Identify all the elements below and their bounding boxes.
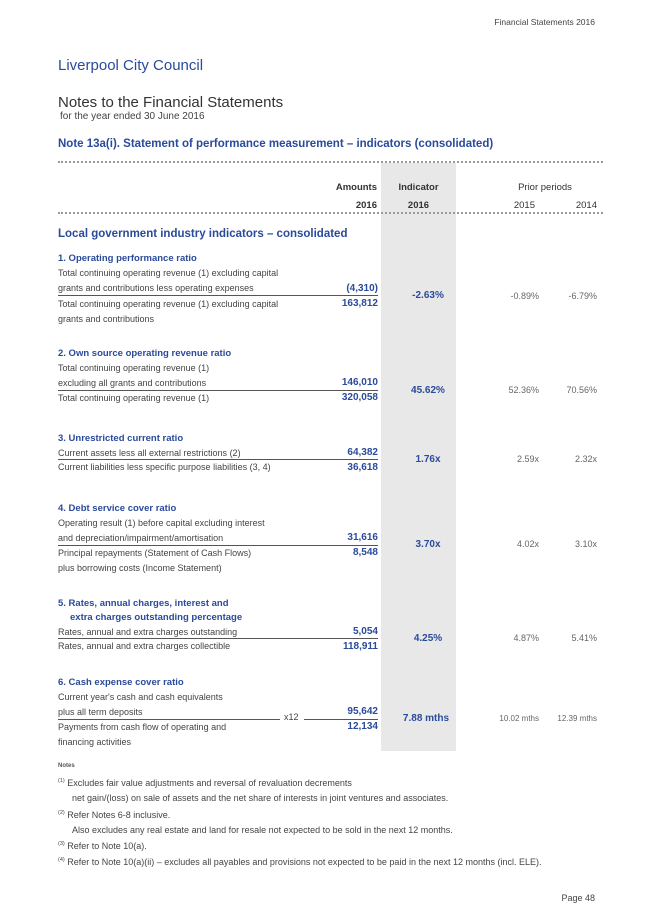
indicator-5-denominator-line-1: Rates, annual and extra charges collectible <box>58 641 231 651</box>
indicator-1-title: 1. Operating performance ratio <box>58 253 197 264</box>
indicator-5-numerator-line-1: Rates, annual and extra charges outstanding <box>58 627 238 637</box>
col-prior-header: Prior periods <box>518 182 572 193</box>
footnote-4-line-1: Refer to Note 10(a)(ii) – excludes all payables and provisions not expected to be paid in the next 12 months (incl. ELE). <box>67 857 542 867</box>
indicator-6-numerator-amount: 95,642 <box>347 706 378 717</box>
footnote-2-line-1: Refer Notes 6-8 inclusive. <box>67 810 171 820</box>
footnote-1-line-1: Excludes fair value adjustments and reversal of revaluation decrements <box>67 778 352 788</box>
indicator-4-title: 4. Debt service cover ratio <box>58 503 177 514</box>
section-heading: Local government industry indicators – consolidated <box>58 228 348 240</box>
indicator-4-fraction-rule <box>58 545 378 546</box>
indicator-6-numerator-line-1: Current year's cash and cash equivalents <box>58 692 223 702</box>
indicator-6-denominator-line-2: financing activities <box>58 737 132 747</box>
indicator-6-fraction-rule-right <box>304 719 378 720</box>
indicator-1-denominator-line-2: grants and contributions <box>58 314 155 324</box>
indicator-4-prior-2014: 3.10x <box>574 539 597 549</box>
indicator-6-prior-2015: 10.02 mths <box>499 714 539 723</box>
indicator-4-numerator-line-2: and depreciation/impairment/amortisation <box>58 533 224 543</box>
col-indicator-year: 2016 <box>407 200 430 211</box>
indicator-1-numerator-amount: (4,310) <box>346 283 378 294</box>
document-title: Notes to the Financial Statements <box>58 94 284 111</box>
indicator-5-title-line-2: extra charges outstanding percentage <box>70 612 243 623</box>
footnote-3 <box>58 841 147 851</box>
col-amounts-header: Amounts <box>335 182 377 193</box>
indicator-6-denominator-amount: 12,134 <box>347 721 378 732</box>
indicator-5-fraction-rule <box>58 638 378 639</box>
footnote-4 <box>58 857 542 867</box>
indicator-5-prior-2014: 5.41% <box>571 633 597 643</box>
indicator-4-numerator-amount: 31,616 <box>347 532 378 543</box>
indicator-5-prior-2015: 4.87% <box>513 633 539 643</box>
indicator-3-title: 3. Unrestricted current ratio <box>58 433 184 444</box>
indicator-4-denominator-line-1: Principal repayments (Statement of Cash Flows) <box>58 548 252 558</box>
indicator-4-denominator-line-2: plus borrowing costs (Income Statement) <box>58 563 222 573</box>
indicator-5-value: 4.25% <box>413 633 443 644</box>
indicator-1-prior-2014: -6.79% <box>568 291 597 301</box>
indicator-4-denominator-amount: 8,548 <box>352 547 378 558</box>
indicator-3-numerator-line-1: Current assets less all external restrictions (2) <box>58 448 241 458</box>
indicator-2-value: 45.62% <box>411 385 445 396</box>
indicator-1-fraction-rule <box>58 295 378 296</box>
col-prior-2014: 2014 <box>575 200 597 211</box>
indicator-2-denominator-line-1: Total continuing operating revenue (1) <box>58 393 210 403</box>
indicator-3-denominator-amount: 36,618 <box>347 462 378 473</box>
indicator-1-prior-2015: -0.89% <box>510 291 539 301</box>
running-header: Financial Statements 2016 <box>494 17 595 27</box>
footnote-3-line-1: Refer to Note 10(a). <box>67 841 147 851</box>
indicator-3-fraction-rule <box>58 459 378 460</box>
indicator-2-denominator-amount: 320,058 <box>341 392 378 403</box>
council-name: Liverpool City Council <box>58 57 204 74</box>
footnote-3-marker: (3) <box>58 841 65 847</box>
indicator-2-numerator-amount: 146,010 <box>341 377 378 388</box>
indicator-6-prior-2014: 12.39 mths <box>557 714 597 723</box>
indicator-4-numerator-line-1: Operating result (1) before capital excluding interest <box>58 518 265 528</box>
footnote-1-marker: (1) <box>58 778 65 784</box>
indicator-5-title-line-1: 5. Rates, annual charges, interest and <box>58 598 229 609</box>
note-heading: Note 13a(i). Statement of performance measurement – indicators (consolidated) <box>58 138 494 150</box>
footnote-1 <box>58 778 352 788</box>
indicator-2-prior-2014: 70.56% <box>566 385 597 395</box>
indicator-1-numerator-line-1: Total continuing operating revenue (1) excluding capital <box>58 268 279 278</box>
table-header-rule <box>58 212 603 214</box>
col-prior-2015: 2015 <box>513 200 535 211</box>
indicator-3-value: 1.76x <box>415 454 441 465</box>
indicator-2-numerator-line-1: Total continuing operating revenue (1) <box>58 363 210 373</box>
indicator-6-numerator-line-2: plus all term deposits <box>58 707 143 717</box>
indicator-6-value: 7.88 mths <box>402 713 450 724</box>
indicator-6-title: 6. Cash expense cover ratio <box>58 677 184 688</box>
indicator-6-multiplier: x12 <box>284 712 299 722</box>
indicator-2-prior-2015: 52.36% <box>508 385 539 395</box>
col-amounts-year: 2016 <box>355 200 377 211</box>
footnote-4-marker: (4) <box>58 857 65 863</box>
page-number: Page 48 <box>561 893 595 903</box>
indicator-3-prior-2015: 2.59x <box>516 454 539 464</box>
indicator-5-numerator-amount: 5,054 <box>352 626 378 637</box>
indicator-2-fraction-rule <box>58 390 378 391</box>
footnote-2-marker: (2) <box>58 810 65 816</box>
indicator-2-title: 2. Own source operating revenue ratio <box>58 348 232 359</box>
col-indicator-header: Indicator <box>398 182 439 193</box>
indicator-2-numerator-line-2: excluding all grants and contributions <box>58 378 207 388</box>
indicator-4-value: 3.70x <box>415 539 441 550</box>
footnote-1-line-2: net gain/(loss) on sale of assets and the net share of interests in joint ventures and associates. <box>72 793 449 803</box>
indicator-1-numerator-line-2: grants and contributions less operating expenses <box>58 283 254 293</box>
indicator-1-denominator-line-1: Total continuing operating revenue (1) excluding capital <box>58 299 279 309</box>
indicator-6-denominator-line-1: Payments from cash flow of operating and <box>58 722 227 732</box>
footnote-2 <box>58 810 170 820</box>
indicator-3-denominator-line-1: Current liabilities less specific purpose liabilities (3, 4) <box>58 462 271 472</box>
footnote-2-line-2: Also excludes any real estate and land for resale not expected to be sold in the next 12 months. <box>72 825 453 835</box>
indicator-1-value: -2.63% <box>412 290 444 301</box>
indicator-3-prior-2014: 2.32x <box>574 454 597 464</box>
indicator-5-denominator-amount: 118,911 <box>342 641 378 652</box>
indicator-1-denominator-amount: 163,812 <box>341 298 378 309</box>
table-top-rule <box>58 161 603 163</box>
indicator-3-numerator-amount: 64,382 <box>347 447 378 458</box>
document-subtitle: for the year ended 30 June 2016 <box>60 111 205 122</box>
notes-label: Notes <box>58 763 75 769</box>
indicator-6-fraction-rule-left <box>58 719 280 720</box>
indicator-4-prior-2015: 4.02x <box>516 539 539 549</box>
